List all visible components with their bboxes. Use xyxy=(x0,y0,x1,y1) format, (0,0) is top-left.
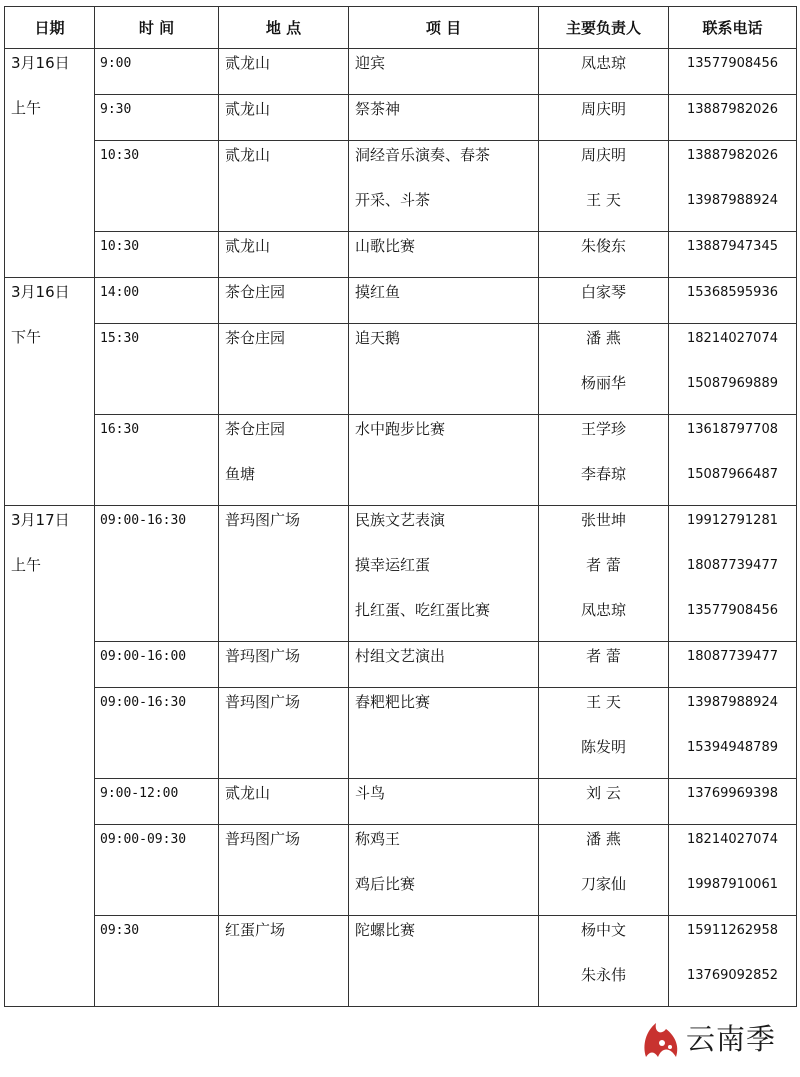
time-cell xyxy=(95,642,219,688)
time-cell-line: 09:00-16:30 xyxy=(100,513,187,528)
phone-cell-line: 15087966487 xyxy=(687,467,778,482)
date-cell-line: 3月16日 xyxy=(11,283,70,301)
person-cell-line: 陈发明 xyxy=(580,738,626,756)
place-cell-line: 普玛图广场 xyxy=(225,830,301,848)
project-cell-line: 水中跑步比赛 xyxy=(355,420,446,438)
phone-cell-line: 13887982026 xyxy=(687,102,778,117)
header-project: 项 目 xyxy=(349,7,539,49)
person-cell-line: 王学珍 xyxy=(580,420,626,438)
phone-cell-line: 13577908456 xyxy=(687,603,778,618)
project-cell-line: 舂粑粑比赛 xyxy=(355,693,431,711)
phone-cell-line: 13769969398 xyxy=(687,786,778,801)
phone-cell-line: 15087969889 xyxy=(687,376,778,391)
phone-cell-line: 13887982026 xyxy=(687,148,778,163)
project-cell-line: 称鸡王 xyxy=(355,830,401,848)
project-cell xyxy=(349,779,539,825)
project-cell-line: 陀螺比赛 xyxy=(355,921,416,939)
place-cell xyxy=(219,506,349,642)
person-cell-line: 杨中文 xyxy=(580,921,626,939)
project-cell xyxy=(349,278,539,324)
time-cell-line: 9:00 xyxy=(100,56,132,71)
place-cell xyxy=(219,95,349,141)
project-cell-line: 迎宾 xyxy=(355,54,386,72)
project-cell-line: 摸红鱼 xyxy=(355,283,401,301)
place-cell-line: 普玛图广场 xyxy=(225,693,301,711)
place-cell-line: 鱼塘 xyxy=(225,465,256,483)
person-cell-line: 朱俊东 xyxy=(580,237,626,255)
header-person: 主要负责人 xyxy=(539,7,669,49)
time-cell-line: 10:30 xyxy=(100,239,140,254)
table-row xyxy=(5,278,797,324)
header-place: 地 点 xyxy=(219,7,349,49)
time-cell xyxy=(95,688,219,779)
watermark-text: 云南季 xyxy=(686,1022,777,1056)
phone-cell-line: 19912791281 xyxy=(687,513,778,528)
phone-cell xyxy=(669,141,797,232)
project-cell-line: 斗鸟 xyxy=(355,784,386,802)
time-cell xyxy=(95,779,219,825)
person-cell xyxy=(539,95,669,141)
date-cell xyxy=(5,278,95,506)
person-cell xyxy=(539,324,669,415)
project-cell xyxy=(349,688,539,779)
place-cell xyxy=(219,415,349,506)
person-cell-line: 白家琴 xyxy=(580,283,626,301)
table-row xyxy=(5,141,797,232)
place-cell-line: 贰龙山 xyxy=(225,54,271,72)
time-cell xyxy=(95,324,219,415)
time-cell-line: 09:30 xyxy=(100,923,140,938)
project-cell-line: 洞经音乐演奏、春茶 xyxy=(355,146,491,164)
place-cell-line: 贰龙山 xyxy=(225,237,271,255)
time-cell-line: 9:30 xyxy=(100,102,132,117)
person-cell-line: 周庆明 xyxy=(580,100,626,118)
table-row xyxy=(5,95,797,141)
place-cell-line: 普玛图广场 xyxy=(225,647,301,665)
phone-cell xyxy=(669,642,797,688)
person-cell-line: 周庆明 xyxy=(580,146,626,164)
phone-cell-line: 18214027074 xyxy=(687,832,778,847)
person-cell-line: 潘 燕 xyxy=(586,329,621,347)
phone-cell-line: 18087739477 xyxy=(687,558,778,573)
place-cell xyxy=(219,232,349,278)
phone-cell xyxy=(669,95,797,141)
person-cell-line: 刘 云 xyxy=(586,784,621,802)
date-cell-line: 上午 xyxy=(11,99,42,117)
table-row xyxy=(5,825,797,916)
person-cell-line: 潘 燕 xyxy=(586,830,621,848)
time-cell xyxy=(95,141,219,232)
person-cell-line: 者 蕾 xyxy=(586,647,621,665)
time-cell xyxy=(95,278,219,324)
place-cell-line: 茶仓庄园 xyxy=(225,283,286,301)
place-cell xyxy=(219,642,349,688)
person-cell-line: 李春琼 xyxy=(580,465,626,483)
time-cell-line: 15:30 xyxy=(100,331,140,346)
project-cell-line: 祭茶神 xyxy=(355,100,401,118)
place-cell-line: 贰龙山 xyxy=(225,146,271,164)
place-cell xyxy=(219,916,349,1007)
date-cell-line: 下午 xyxy=(11,328,42,346)
phone-cell-line: 13887947345 xyxy=(687,239,778,254)
schedule-table xyxy=(4,6,797,1007)
phone-cell xyxy=(669,825,797,916)
place-cell xyxy=(219,141,349,232)
time-cell-line: 10:30 xyxy=(100,148,140,163)
time-cell-line: 16:30 xyxy=(100,422,140,437)
project-cell xyxy=(349,141,539,232)
time-cell xyxy=(95,916,219,1007)
phone-cell-line: 15394948789 xyxy=(687,740,778,755)
place-cell-line: 茶仓庄园 xyxy=(225,420,286,438)
person-cell xyxy=(539,278,669,324)
date-cell-line: 3月16日 xyxy=(11,54,70,72)
time-cell-line: 09:00-16:30 xyxy=(100,695,187,710)
project-cell-line: 追天鹅 xyxy=(355,329,401,347)
table-row xyxy=(5,916,797,1007)
phone-cell-line: 13618797708 xyxy=(687,422,778,437)
place-cell xyxy=(219,324,349,415)
person-cell xyxy=(539,825,669,916)
place-cell xyxy=(219,779,349,825)
phone-cell-line: 13987988924 xyxy=(687,695,778,710)
place-cell xyxy=(219,825,349,916)
project-cell xyxy=(349,324,539,415)
date-cell-line: 上午 xyxy=(11,556,42,574)
place-cell-line: 普玛图广场 xyxy=(225,511,301,529)
person-cell-line: 者 蕾 xyxy=(586,556,621,574)
project-cell-line: 开采、斗茶 xyxy=(355,191,431,209)
table-row xyxy=(5,642,797,688)
place-cell-line: 红蛋广场 xyxy=(225,921,286,939)
header-phone: 联系电话 xyxy=(669,7,797,49)
project-cell xyxy=(349,506,539,642)
table-row xyxy=(5,415,797,506)
person-cell xyxy=(539,779,669,825)
project-cell-line: 扎红蛋、吃红蛋比赛 xyxy=(355,601,491,619)
time-cell-line: 9:00-12:00 xyxy=(100,786,179,801)
place-cell-line: 贰龙山 xyxy=(225,784,271,802)
project-cell xyxy=(349,49,539,95)
phone-cell-line: 19987910061 xyxy=(687,877,778,892)
table-row xyxy=(5,324,797,415)
phone-cell-line: 13769092852 xyxy=(687,968,778,983)
person-cell xyxy=(539,688,669,779)
person-cell xyxy=(539,49,669,95)
project-cell-line: 摸幸运红蛋 xyxy=(355,556,431,574)
table-row xyxy=(5,688,797,779)
project-cell-line: 村组文艺演出 xyxy=(355,647,446,665)
place-cell xyxy=(219,688,349,779)
project-cell-line: 鸡后比赛 xyxy=(355,875,416,893)
person-cell-line: 张世坤 xyxy=(580,511,626,529)
phone-cell xyxy=(669,232,797,278)
person-cell-line: 王 天 xyxy=(586,191,621,209)
table-row xyxy=(5,779,797,825)
place-cell-line: 茶仓庄园 xyxy=(225,329,286,347)
person-cell xyxy=(539,916,669,1007)
phone-cell xyxy=(669,278,797,324)
person-cell-line: 杨丽华 xyxy=(580,374,626,392)
header-date: 日期 xyxy=(5,7,95,49)
time-cell-line: 09:00-16:00 xyxy=(100,649,187,664)
date-cell-line: 3月17日 xyxy=(11,511,70,529)
project-cell xyxy=(349,232,539,278)
phone-cell-line: 13987988924 xyxy=(687,193,778,208)
project-cell xyxy=(349,415,539,506)
phone-cell-line: 15368595936 xyxy=(687,285,778,300)
person-cell xyxy=(539,415,669,506)
phone-cell-line: 13577908456 xyxy=(687,56,778,71)
project-cell xyxy=(349,642,539,688)
table-row xyxy=(5,49,797,95)
phone-cell xyxy=(669,779,797,825)
place-cell xyxy=(219,278,349,324)
date-cell xyxy=(5,506,95,1007)
phone-cell xyxy=(669,415,797,506)
phone-cell-line: 15911262958 xyxy=(687,923,778,938)
time-cell xyxy=(95,95,219,141)
table-row xyxy=(5,232,797,278)
phone-cell xyxy=(669,49,797,95)
time-cell-line: 14:00 xyxy=(100,285,140,300)
phone-cell-line: 18087739477 xyxy=(687,649,778,664)
watermark xyxy=(640,1013,780,1065)
person-cell xyxy=(539,232,669,278)
person-cell xyxy=(539,141,669,232)
person-cell-line: 凤忠琼 xyxy=(580,54,626,72)
header-time: 时 间 xyxy=(95,7,219,49)
header-row xyxy=(5,7,797,49)
project-cell-line: 山歌比赛 xyxy=(355,237,416,255)
project-cell-line: 民族文艺表演 xyxy=(355,511,446,529)
time-cell xyxy=(95,232,219,278)
person-cell-line: 朱永伟 xyxy=(580,966,626,984)
time-cell xyxy=(95,825,219,916)
place-cell xyxy=(219,49,349,95)
phone-cell xyxy=(669,324,797,415)
person-cell-line: 凤忠琼 xyxy=(580,601,626,619)
person-cell xyxy=(539,642,669,688)
phone-cell xyxy=(669,688,797,779)
person-cell-line: 刀家仙 xyxy=(580,875,626,893)
phone-cell xyxy=(669,916,797,1007)
watermark-logo-icon xyxy=(640,1017,684,1063)
place-cell-line: 贰龙山 xyxy=(225,100,271,118)
time-cell xyxy=(95,415,219,506)
schedule-body xyxy=(5,49,797,1007)
time-cell-line: 09:00-09:30 xyxy=(100,832,187,847)
table-row xyxy=(5,506,797,642)
person-cell-line: 王 天 xyxy=(586,693,621,711)
project-cell xyxy=(349,95,539,141)
time-cell xyxy=(95,49,219,95)
person-cell xyxy=(539,506,669,642)
time-cell xyxy=(95,506,219,642)
project-cell xyxy=(349,825,539,916)
date-cell xyxy=(5,49,95,278)
project-cell xyxy=(349,916,539,1007)
phone-cell xyxy=(669,506,797,642)
phone-cell-line: 18214027074 xyxy=(687,331,778,346)
